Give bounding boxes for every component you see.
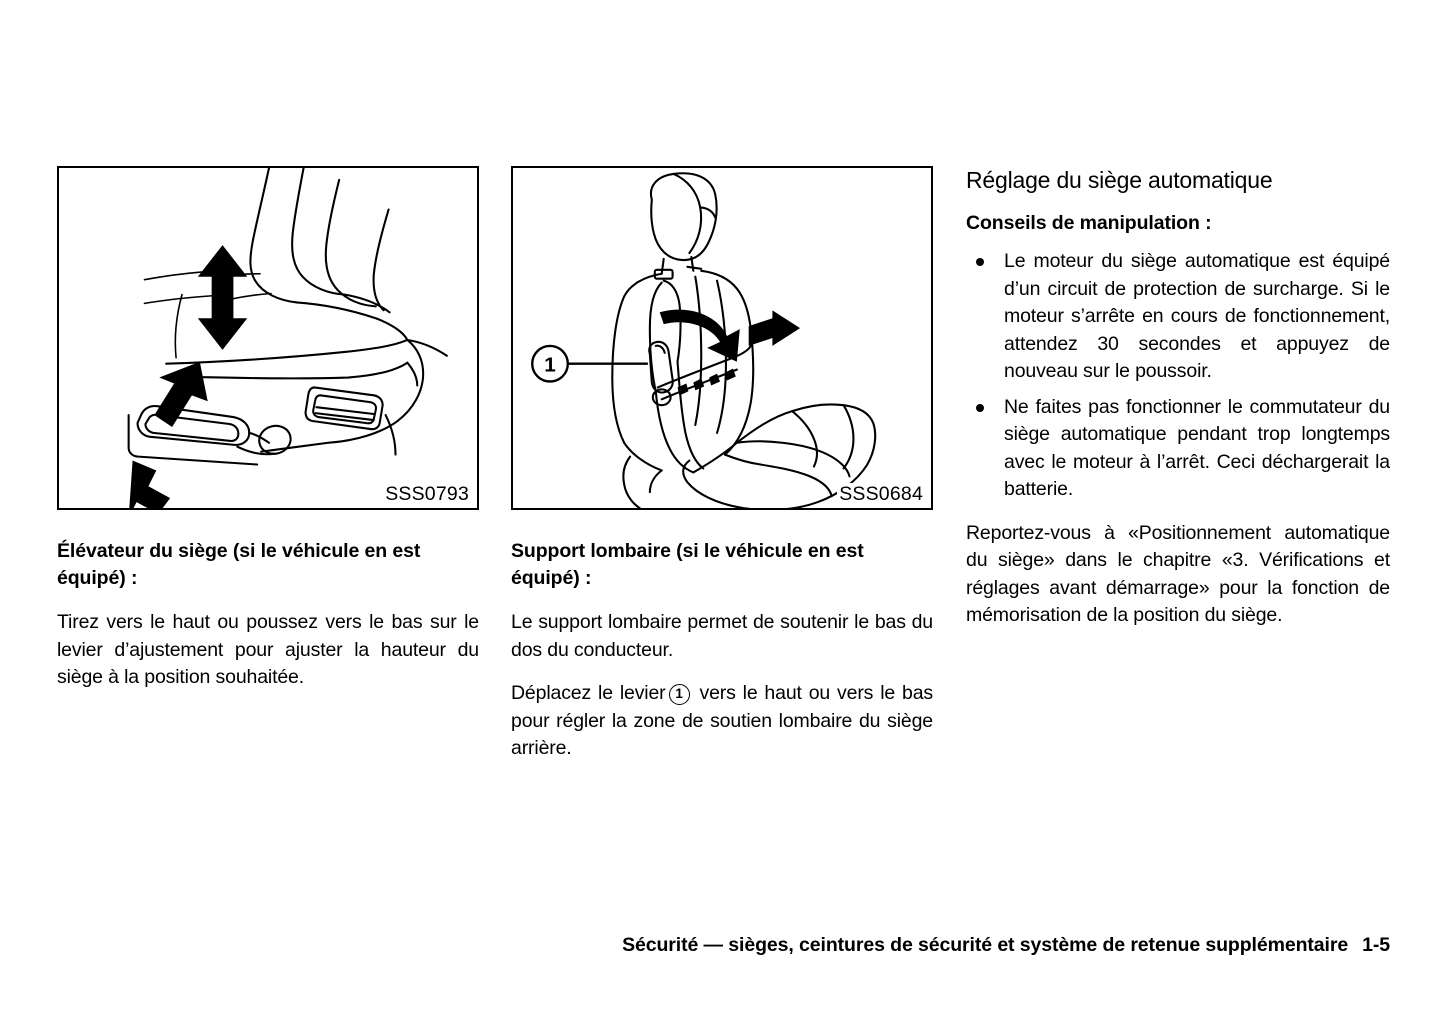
list-item-text: Le moteur du siège automatique est équipé d’un circuit de protection de surcharge. Si le moteur s’arrête en cours de fonctionnement, attendez 30 secondes et appuyez de nouveau sur le poussoir. bbox=[1004, 250, 1390, 382]
paragraph-lumbar-adjust bbox=[511, 680, 933, 763]
page-number: 1-5 bbox=[1362, 934, 1390, 956]
paragraph-cross-reference: Reportez-vous à «Positionnement automatique du siège» dans le chapitre «3. Vérifications et réglages avant démarrage» pour la fonction de mémorisation de la position du siège. bbox=[966, 521, 1390, 626]
figure-lumbar-support bbox=[511, 166, 933, 510]
heading-lumbar-support: Support lombaire (si le véhicule en est équipé) : bbox=[511, 540, 864, 589]
list-item-text: Ne faites pas fonctionner le commutateur du siège automatique pendant trop longtemps avec le moteur à l’arrêt. Ceci déchargerait la batterie. bbox=[1004, 395, 1390, 500]
lever-down-arrow-icon bbox=[129, 461, 171, 508]
column-middle bbox=[511, 166, 933, 763]
lumbar-out-arrow-icon bbox=[749, 310, 800, 346]
handling-tips-list bbox=[966, 248, 1390, 504]
lumbar-in-arrow-icon bbox=[660, 310, 740, 362]
figure-seat-lifter bbox=[57, 166, 479, 510]
footer-chapter-title: Sécurité — sièges, ceintures de sécurité et système de retenue supplémentaire bbox=[622, 934, 1349, 956]
svg-text:1: 1 bbox=[544, 353, 556, 377]
column-left bbox=[57, 166, 479, 692]
lumbar-support-seat-drawing bbox=[513, 168, 931, 508]
section-title-power-seat: Réglage du siège automatique bbox=[966, 167, 1273, 193]
page-footer bbox=[0, 934, 1390, 957]
lumbar-text-after: vers le haut ou vers le bas pour régler la zone de soutien lombaire du siège arrière. bbox=[511, 682, 933, 759]
figure-code-middle: SSS0684 bbox=[839, 482, 923, 505]
figure-code-left: SSS0793 bbox=[385, 482, 469, 505]
bullet-dot-icon bbox=[976, 258, 984, 266]
lumbar-text-before: Déplacez le levier bbox=[511, 682, 666, 704]
list-item bbox=[966, 248, 1390, 386]
list-item bbox=[966, 394, 1390, 504]
subtitle-handling-tips: Conseils de manipulation : bbox=[966, 212, 1212, 234]
bullet-dot-icon bbox=[976, 404, 984, 412]
seat-lifter-lever-drawing bbox=[59, 168, 477, 508]
heading-seat-lifter: Élévateur du siège (si le véhicule en est équipé) : bbox=[57, 540, 421, 589]
inline-callout-1: 1 bbox=[669, 684, 690, 705]
column-right bbox=[966, 166, 1390, 630]
paragraph-seat-lifter: Tirez vers le haut ou poussez vers le bas sur le levier d’ajustement pour ajuster la hauteur du siège à la position souhaitée. bbox=[57, 611, 479, 688]
paragraph-lumbar-intro: Le support lombaire permet de soutenir le bas du dos du conducteur. bbox=[511, 611, 933, 661]
callout-1 bbox=[532, 346, 648, 382]
